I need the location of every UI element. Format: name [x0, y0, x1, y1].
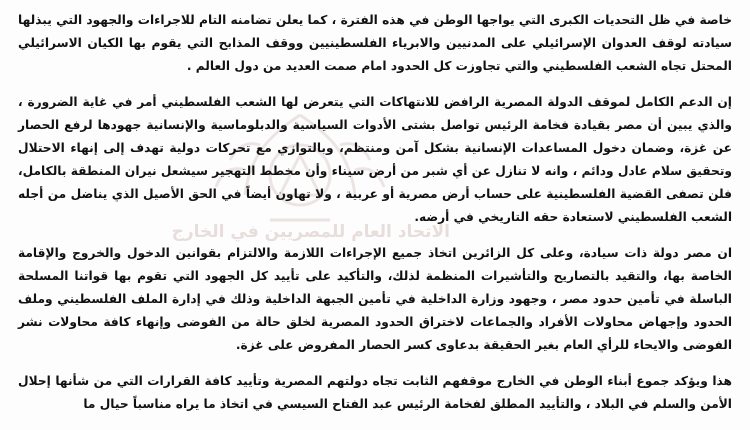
paragraph-3: ان مصر دولة ذات سيادة، وعلى كل الزائرين اتخاذ جميع الإجراءات اللازمة والالتزام بقوانين الدخول والخروج والإقامة الخاصة بها، والتقيد بالتصاريح والتأشيرات المنظمة لذلك، والتأكيد على تأييد كل الجهود التي تقوم بها قواتنا المسلحة الباسلة في تأمين حدود مصر ، وجهود وزارة الداخلية في تأمين الجبهة الداخلية وذلك في إدارة الملف الفلسطيني وملف الحدود وإجهاض محاولات الأفراد والجماعات لاختراق الحدود المصرية لخلق حالة من الفوضى وإنهاء كافة محاولات نشر الفوضى والايحاء للرأي العام بغير الحقيقة بدعاوى كسر الحصار المفروض على غزة. — [18, 246, 732, 352]
paragraph-4: هذا ويؤكد جموع أبناء الوطن في الخارج موقفهم الثابت تجاه دولتهم المصرية وتأييد كافة القرارات التي من شأنها إحلال الأمن والسلم في البلاد ، والتأييد المطلق لفخامة الرئيس عبد الفتاح السيسي في اتخاذ ما يراه مناسباً حيال ما — [18, 374, 732, 411]
watermark-text: الاتحاد العام للمصريين في الخارج — [171, 222, 450, 242]
document-body — [18, 0, 732, 429]
paragraph-2: إن الدعم الكامل لموقف الدولة المصرية الرافض للانتهاكات التي يتعرض لها الشعب الفلسطيني أمر في غاية الضرورة ، والذي يبين أن مصر بقيادة فخامة الرئيس تواصل بشتى الأدوات السياسية والدبلوماسية والإنسانية جهودها لرفع الحصار عن غزة، وضمان دخول المساعدات الإنسانية بشكل آمن ومنتظم، وبالتوازي مع تحركات دولية تهدف إلى إنهاء الاحتلال وتحقيق سلام عادل ودائم ، وانه لا تنازل عن أي شبر من أرض سيناء وأن مخطط التهجير سيشعل نيران المنطقة بالكامل، فلن تصفى القضية الفلسطينية على حساب أرض مصرية أو عربية ، ولا تهاون أيضاً في الحق الأصيل الذي يناضل من أجله الشعب الفلسطيني لاستعادة حقه التاريخي في أرضه. — [18, 95, 732, 224]
paragraph-1: خاصة في ظل التحديات الكبرى التي يواجها الوطن في هذه الفترة ، كما يعلن تضامنه التام للاجراءات والجهود التي يبذلها سيادته لوقف العدوان الإسرائيلي على المدنيين والابرياء الفلسطينيين ووقف المذابح التي يقوم بها الكيان الاسرائيلي المحتل تجاه الشعب الفلسطيني والتي تجاوزت كل الحدود امام صمت العديد من دول العالم . — [18, 13, 732, 73]
